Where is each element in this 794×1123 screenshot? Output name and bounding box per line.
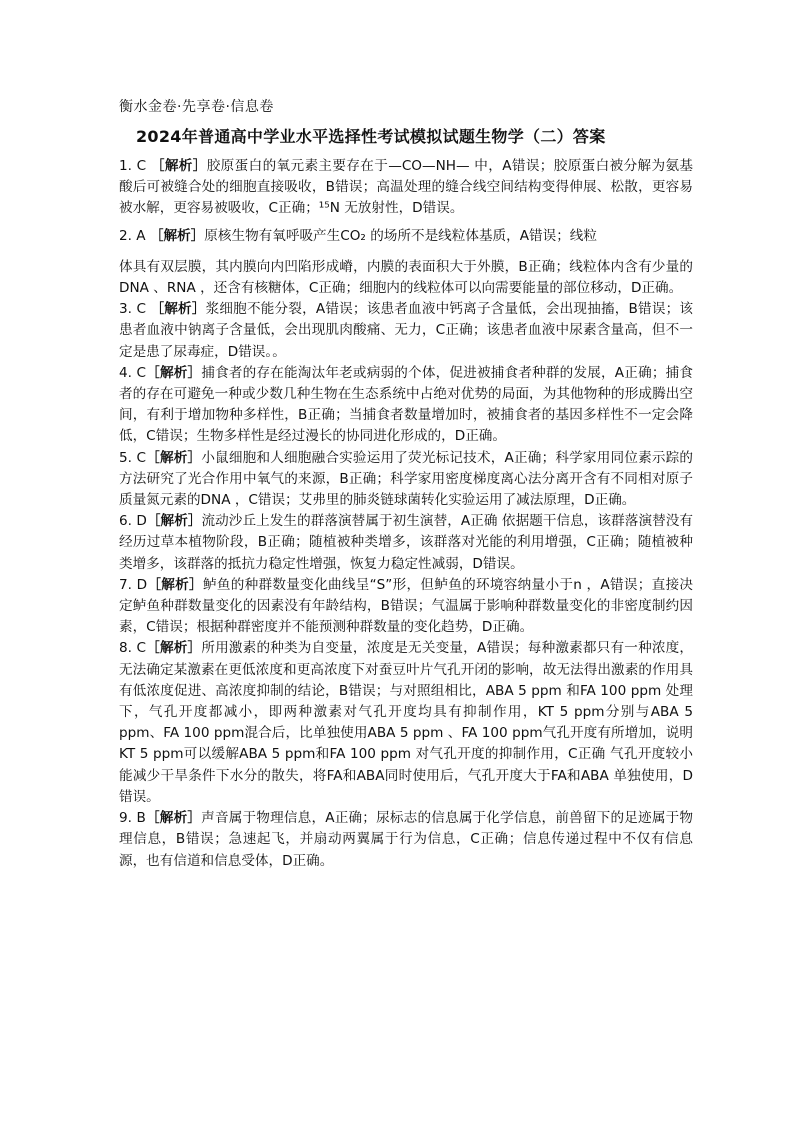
- answer-item-1: [119, 156, 693, 220]
- answer-number: 6. D: [119, 513, 147, 530]
- answer-number: 3. C: [119, 301, 146, 318]
- answer-item-5: [119, 448, 693, 512]
- answer-text: 浆细胞不能分裂，A错误；该患者血液中钙离子含量低，会出现抽搐，B错误；该患者血液中钠离子含量低，会出现肌肉酸痛、无力，C正确；该患者血液中尿素含量高，但不一定是患了尿毒症，D错误。。: [119, 301, 693, 360]
- answer-number: 5. C: [119, 449, 146, 466]
- answer-text: 流动沙丘上发生的群落演替属于初生演替，A正确 依据题干信息，该群落演替没有经历过草本植物阶段，B正确；随植被种类增多，该群落对光能的利用增强，C正确；随植被种类增多，该群落的抵抗力稳定性增强，恢复力稳定性减弱，D错误。: [119, 513, 694, 572]
- answer-item-8: [119, 638, 693, 808]
- analysis-tag: ［解析］: [145, 449, 202, 466]
- answer-item-2-continued: [119, 257, 693, 299]
- analysis-tag: ［解析］: [145, 810, 202, 827]
- analysis-tag: ［解析］: [150, 158, 207, 174]
- answer-number: 2. A: [119, 227, 146, 244]
- series-header: 衡水金卷·先享卷·信息卷: [119, 99, 274, 115]
- analysis-tag: ［解析］: [145, 640, 202, 657]
- answer-item-3: [119, 299, 693, 363]
- answer-text: 体具有双层膜，其内膜向内凹陷形成嵴，内膜的表面积大于外膜，B正确；线粒体内含有少量的DNA 、RNA ，还含有核糖体，C正确；细胞内的线粒体可以向需要能量的部位移动，D正确。: [119, 258, 693, 297]
- answer-number: 1. C: [119, 158, 147, 174]
- answer-number: 8. C: [119, 640, 146, 657]
- answer-list: [119, 156, 693, 872]
- answer-text: 鲈鱼的种群数量变化曲线呈“S”形，但鲈鱼的环境容纳量小于n ，A错误；直接决定鲈鱼种群数量变化的因素没有年龄结构，B错误；气温属于影响种群数量变化的非密度制约因素，C错误；根据种群密度并不能预测种群数量的变化趋势，D正确。: [119, 576, 694, 636]
- answer-number: 4. C: [119, 364, 146, 381]
- answer-number: 9. B: [119, 810, 146, 827]
- analysis-tag: ［解析］: [147, 576, 203, 593]
- analysis-tag: ［解析］: [150, 301, 206, 318]
- page-title: 2024年普通高中学业水平选择性考试模拟试题生物学（二）答案: [136, 127, 606, 146]
- answer-text: 原核生物有氧呼吸产生CO₂ 的场所不是线粒体基质，A错误；线粒: [204, 227, 597, 244]
- answer-item-7: [119, 575, 693, 639]
- analysis-tag: ［解析］: [146, 513, 202, 530]
- answer-text: 所用激素的种类为自变量，浓度是无关变量，A错误；每种激素都只有一种浓度，无法确定某激素在更低浓度和更高浓度下对蚕豆叶片气孔开闭的影响，故无法得出激素的作用具有低浓度促进、高浓度抑制的结论，B错误；与对照组相比，ABA 5 ppm 和FA 100 ppm 处理下，气孔开度都减小，即两种激素对气孔开度均具有抑制作用，KT 5 ppm分别与ABA 5 ppm、FA 100 ppm混合后，比单独使用ABA 5 ppm 、FA 100 ppm气孔开度有所增加，说明KT 5 ppm可以缓解ABA 5 ppm和FA 100 ppm 对气孔开度的抑制作用，C正确 气孔开度较小能减少干旱条件下水分的散失，将FA和ABA同时使用后，气孔开度大于FA和ABA 单独使用，D错误。: [119, 640, 694, 805]
- answer-item-4: [119, 363, 693, 448]
- answer-number: 7. D: [119, 576, 148, 593]
- answer-item-2: [119, 226, 693, 247]
- answer-text: 捕食者的存在能淘汰年老或病弱的个体，促进被捕食者种群的发展，A正确；捕食者的存在可避免一种或少数几种生物在生态系统中占绝对优势的局面，为其他物种的形成腾出空间，有利于增加物种多样性，B正确；当捕食者数量增加时，被捕食者的基因多样性不一定会降低，C错误；生物多样性是经过漫长的协同进化形成的，D正确。: [119, 364, 694, 445]
- answer-item-9: [119, 808, 693, 872]
- analysis-tag: ［解析］: [149, 227, 205, 244]
- answer-item-6: [119, 511, 693, 575]
- analysis-tag: ［解析］: [145, 364, 202, 381]
- answer-text: 胶原蛋白的氧元素主要存在于—CO—NH— 中，A错误；胶原蛋白被分解为氨基酸后可被缝合处的细胞直接吸收，B错误；高温处理的缝合线空间结构变得伸展、松散，更容易被水解，更容易被吸收，C正确；¹⁵N 无放射性，D错误。: [119, 158, 694, 217]
- answer-text: 声音属于物理信息，A正确；尿标志的信息属于化学信息，前兽留下的足迹属于物理信息，B错误；急速起飞，并扇动两翼属于行为信息，C正确；信息传递过程中不仅有信息源，也有信道和信息受体，D正确。: [119, 810, 693, 869]
- answer-text: 小鼠细胞和人细胞融合实验运用了荧光标记技术，A正确；科学家用同位素示踪的方法研究了光合作用中氧气的来源，B正确；科学家用密度梯度离心法分离开含有不同相对原子质量氮元素的DNA ，C错误；艾弗里的肺炎链球菌转化实验运用了减法原理，D正确。: [119, 449, 694, 509]
